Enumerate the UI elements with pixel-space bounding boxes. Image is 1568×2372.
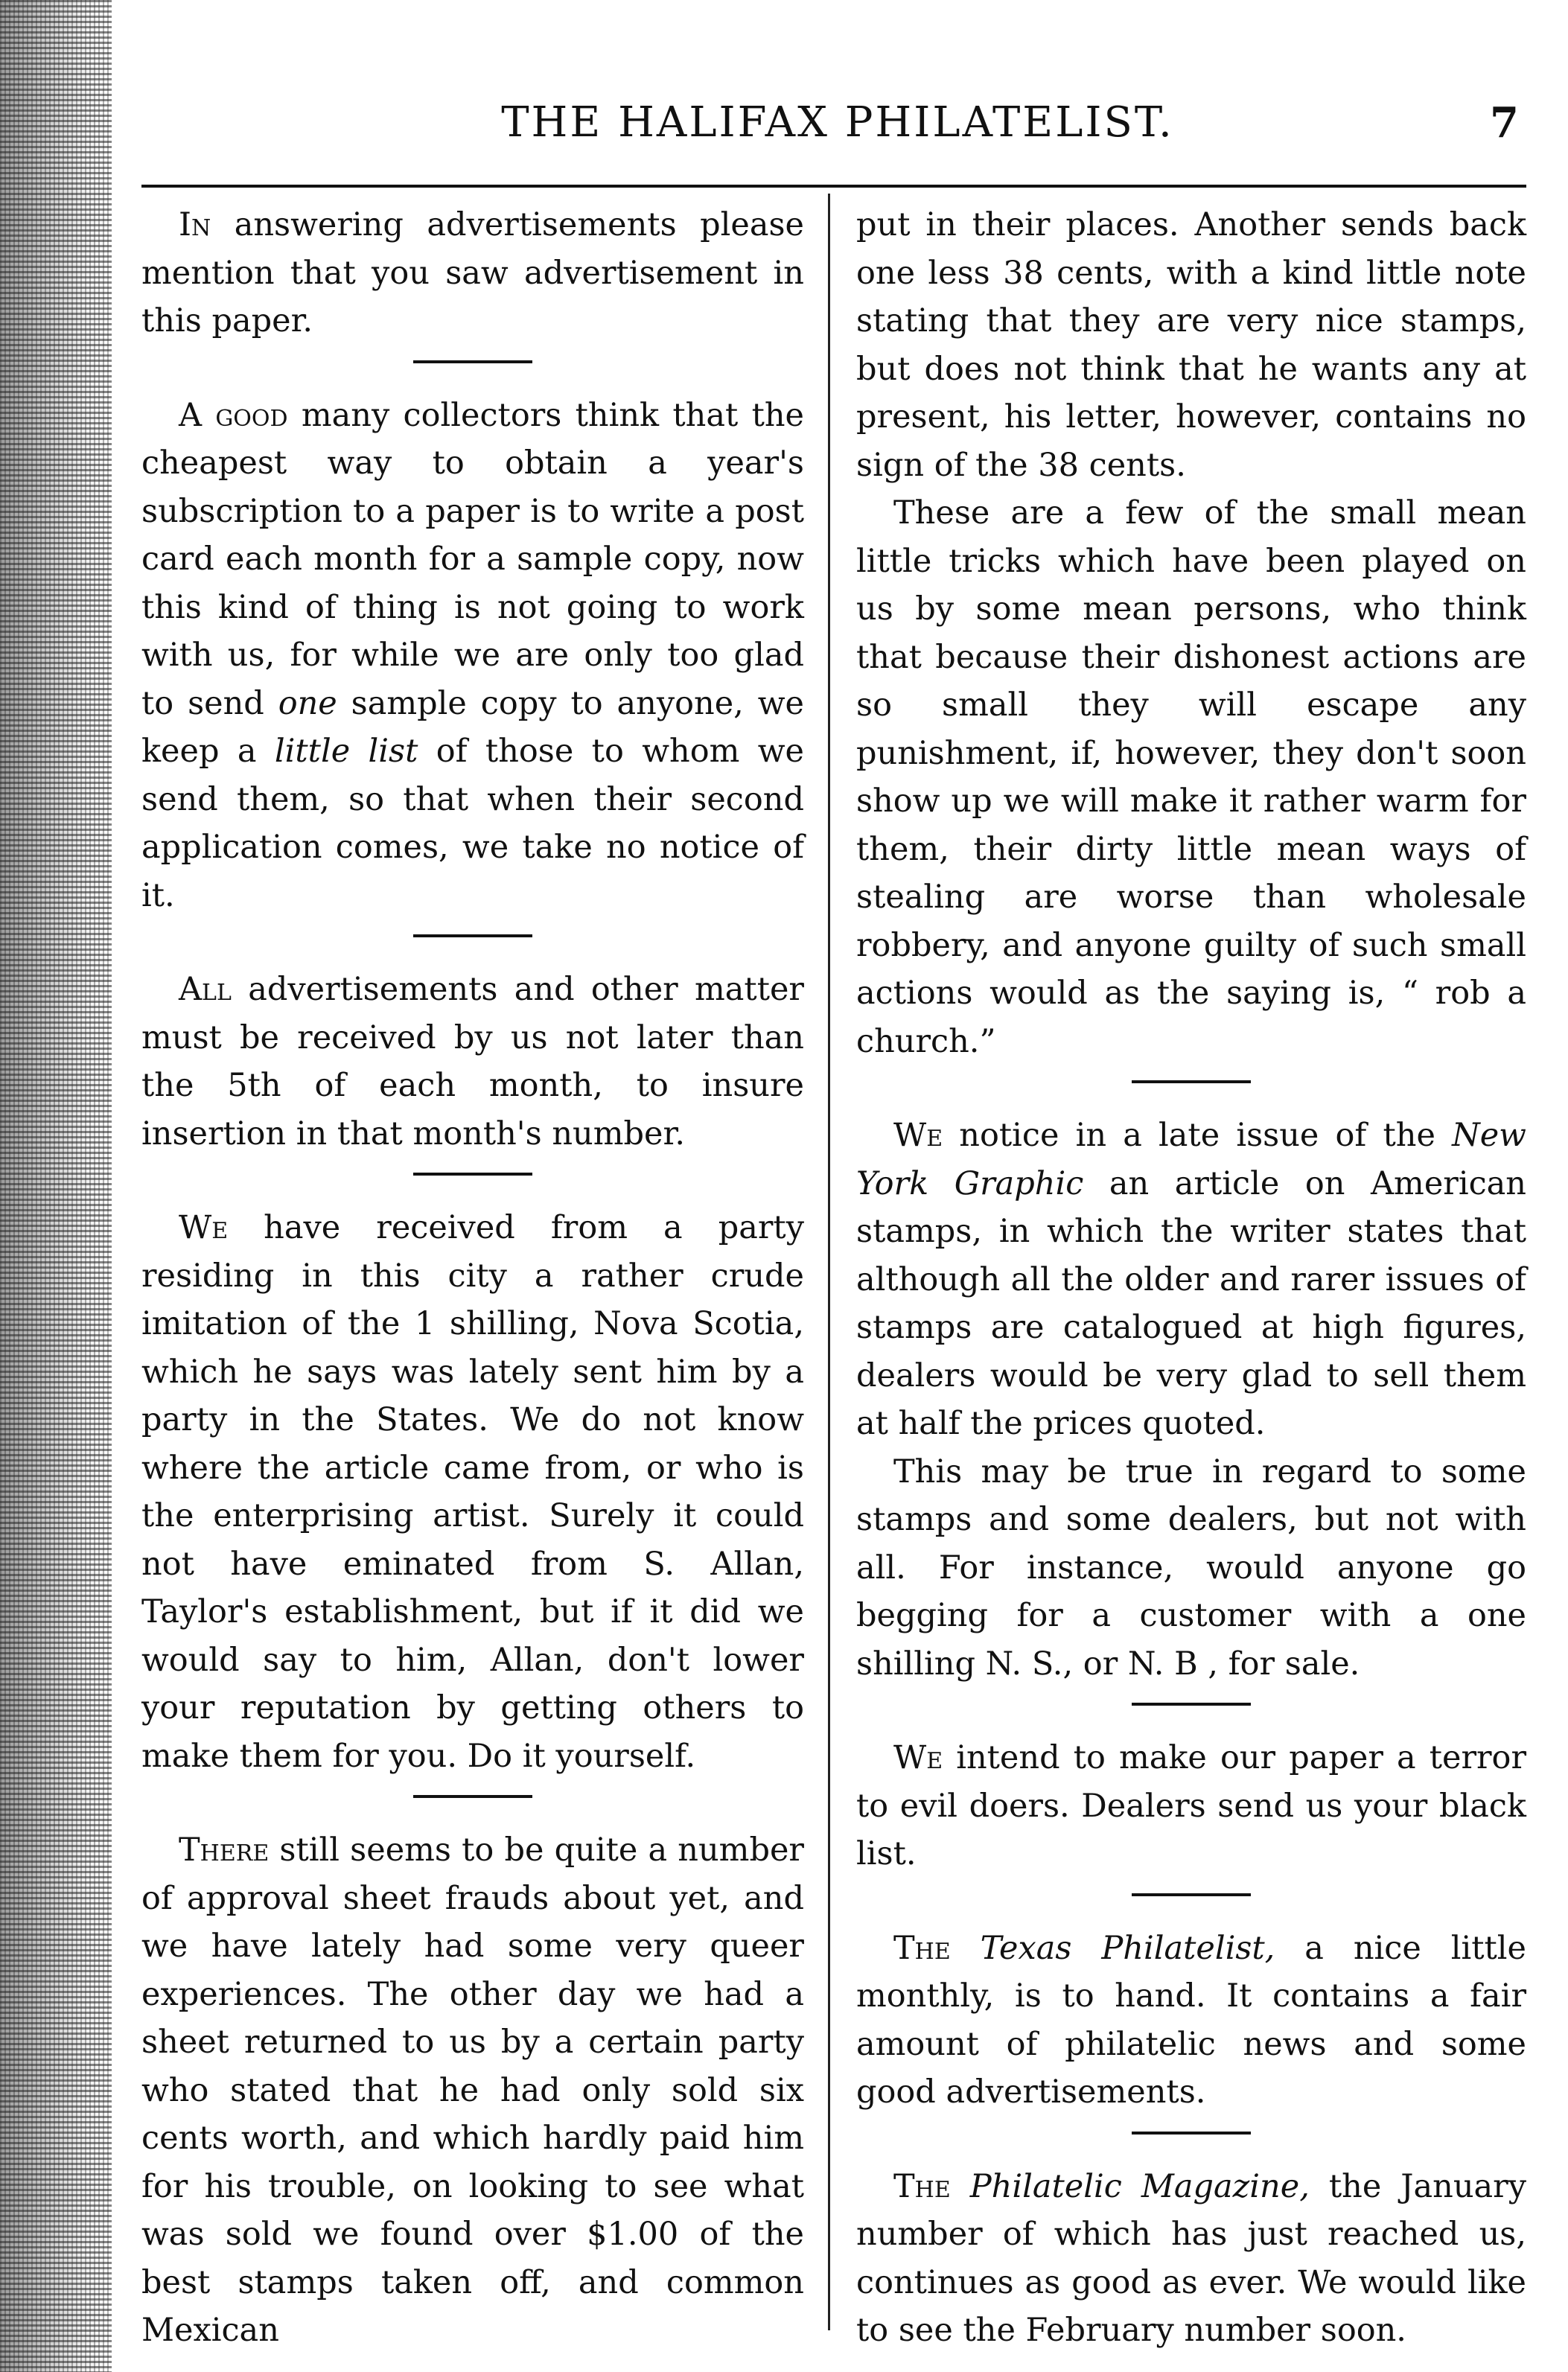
paragraph-terror <box>856 1734 1526 1878</box>
section-rule <box>1132 2132 1251 2135</box>
emphasis-text: Texas Philatelist, <box>980 1929 1275 1967</box>
lead-word: We <box>893 1739 943 1776</box>
paragraph-text: of those to whom we send them, so that when their second application comes, we take no notice of it. <box>141 733 805 914</box>
paragraph-text: have received from a party residing in this city a rather crude imitation of the 1 shilling, Nova Scotia, which he says was lately sent him by a party in the States. We do not know where the article came from, or who is the enterprising artist. Surely it could not have eminated from S. Allan, Taylor's establishment, but if it did we would say to him, Allan, don't lower your reputation by getting others to make them for you. Do it yourself. <box>141 1209 804 1775</box>
section-rule <box>413 934 532 937</box>
paragraph-texas-philatelist <box>856 1925 1526 2117</box>
lead-word: We <box>893 1117 943 1154</box>
paragraph-text: many collectors think that the cheapest way to obtain a year's subscription to a paper is to write a post card each month for a sample copy, now this kind of thing is not going to work with us, for while we are only too glad to send <box>141 396 804 722</box>
paragraph-text: sample copy to anyone, we keep a <box>141 684 804 770</box>
running-title: THE HALIFAX PHILATELIST. <box>501 98 1174 147</box>
section-rule <box>413 1795 532 1798</box>
header-rule <box>141 185 1526 188</box>
right-column <box>856 201 1526 2355</box>
emphasis-text: New York Graphic <box>856 1117 1526 1202</box>
paragraph-mean-tricks: These are a few of the small mean little tricks which have been played on us by some mean persons, who think that because their dishonest actions are so small they will escape any punishment, if, however, they don't soon show up we will make it rather warm for them, their dirty little mean ways of stealing are worse than wholesale robbery, and anyone guilty of such small actions would as the saying is, “ rob a church.” <box>856 494 1526 1060</box>
paragraph-dealers: This may be true in regard to some stamps and some dealers, but not with all. For instance, would anyone go begging for a customer with a one shilling N. S., or N. B , for sale. <box>856 1453 1526 1683</box>
paragraph-advertising-notice <box>141 201 804 345</box>
paragraph-approval-frauds <box>141 1826 804 2355</box>
section-rule <box>1132 1080 1251 1083</box>
paragraph-text: advertisements and other matter must be received by us not later than the 5th of each month, to insure insertion in that month's number. <box>141 971 804 1152</box>
paragraph-text: a nice little monthly, is to hand. It contains a fair amount of philatelic news and some good advertisements. <box>856 1929 1526 2111</box>
left-column <box>141 201 804 2355</box>
paragraph-imitation <box>141 1204 804 1780</box>
section-rule <box>413 1173 532 1176</box>
section-rule <box>1132 1893 1251 1896</box>
emphasis-text: one <box>278 684 337 722</box>
paragraph-text: an article on American stamps, in which the writer states that although all the older and rarer issues of stamps are catalogued at high figures, dealers would be very glad to sell them at half the prices quoted. <box>856 1164 1526 1442</box>
section-rule <box>1132 1703 1251 1706</box>
paragraph-sample-copies <box>141 392 804 920</box>
emphasis-text: Philatelic Magazine, <box>969 2167 1310 2205</box>
paragraph-text: intend to make our paper a terror to evil doers. Dealers send us your black list. <box>856 1739 1526 1872</box>
page-header <box>149 89 1526 156</box>
paragraph-deadline <box>141 966 804 1158</box>
lead-word: The <box>893 1929 951 1967</box>
lead-word: All <box>179 971 232 1008</box>
section-rule <box>413 360 532 363</box>
paragraph-philatelic-magazine <box>856 2163 1526 2355</box>
paragraph-new-york-graphic <box>856 1112 1526 1448</box>
page-number: 7 <box>1490 98 1519 147</box>
emphasis-text: little list <box>274 733 418 770</box>
paragraph-text: the January number of which has just reached us, continues as good as ever. We would like to see the February number soon. <box>856 2167 1527 2349</box>
scanned-page-edge <box>0 0 112 2372</box>
paragraph-continued: put in their places. Another sends back one less 38 cents, with a kind little note stating that they are very nice stamps, but does not think that he wants any at present, his letter, however, contains no sign of the 38 cents. <box>856 206 1526 484</box>
paragraph-text: still seems to be quite a number of approval sheet frauds about yet, and we have lately had some very queer experiences. The other day we had a sheet returned to us by a certain party who stated that he had only sold six cents worth, and which hardly paid him for his trouble, on looking to see what was sold we found over $1.00 of the best stamps taken off, and common Mexican <box>141 1831 804 2349</box>
lead-word: The <box>893 2167 951 2205</box>
lead-word: There <box>179 1831 270 1869</box>
lead-word: We <box>179 1209 229 1246</box>
lead-word: In <box>179 206 211 243</box>
paragraph-text: answering advertisements please mention that you saw advertisement in this paper. <box>141 206 804 339</box>
lead-word: A good <box>179 396 288 434</box>
column-divider <box>828 194 830 2330</box>
paragraph-text: notice in a late issue of the <box>943 1117 1453 1154</box>
